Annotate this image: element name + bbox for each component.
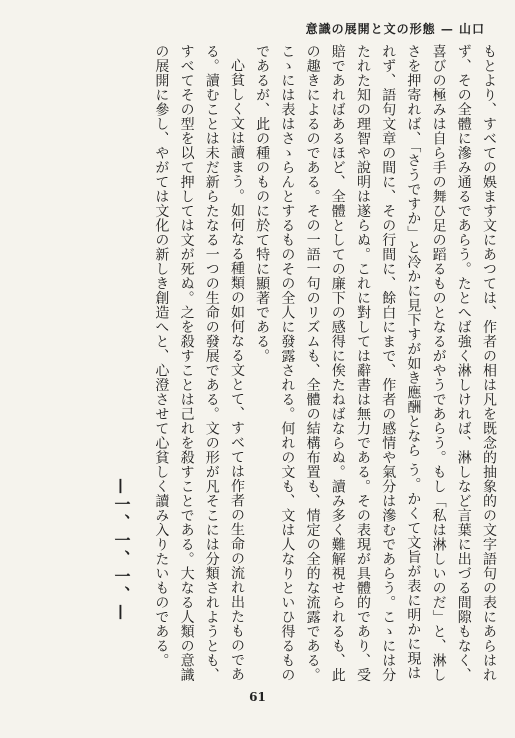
closing-mark: —一、一、一、— bbox=[112, 478, 131, 622]
body-text bbox=[31, 44, 501, 684]
page-number: 61 bbox=[249, 690, 266, 704]
running-header: 意識の展開と文の形態 — 山口 bbox=[305, 22, 485, 36]
paragraph: もとより、すべての娛ます文にあつては、作者の相は凡を既念的抽象的の文字語句の表にあらはれず、その全體に滲み通るであらう。たとへば強く淋しければ、淋しなど言葉に出づる間隙もなく、喜びの極みは自ら手の舞ひ足の蹈るものとなるがやうであらう。もし「私は淋しいのだ」と、淋しさを押寄れば、「さうですか」と冷かに見下すが如き應酬となら う。かくて文旨が表に明かに現はれず、語句文章の間に、その行間に、餘白にまで、作者の感情や氣分は滲むであらう。こゝには分たれた知の理智や說明は遂らぬ。これに對しては辭書は無力である。その表現が具體的であり、受賠であればあるほど、全體としての廉下の感得に俟たねばならぬ。讀み多く難解視せられるも、此の趣きによるのである。その一語一句のリズムも、全體の結構布置も、情定の全的な流露である。こゝには表はさゝらんとするものその全人に發露される。何れの文も、文は人なりといひ得るものであるが、此の種のものに於て特に顯著である。 bbox=[254, 44, 497, 682]
paragraph: 心貧しく文は讀まう。如何なる種類の如何なる文とて、すべては作者の生命の流れ出たものである。讀むことは未だ新らたなる一つの生命の發展である。文の形が凡そこには分類されようとも、すべてその型を以て押しては文が死ぬ。之を殺すことは己れを殺すことである。大なる人類の意識の展開に參し、やがては文化の新しき創造へと、心澄させて心貧しく讀み入りたいものである。 bbox=[153, 44, 245, 682]
